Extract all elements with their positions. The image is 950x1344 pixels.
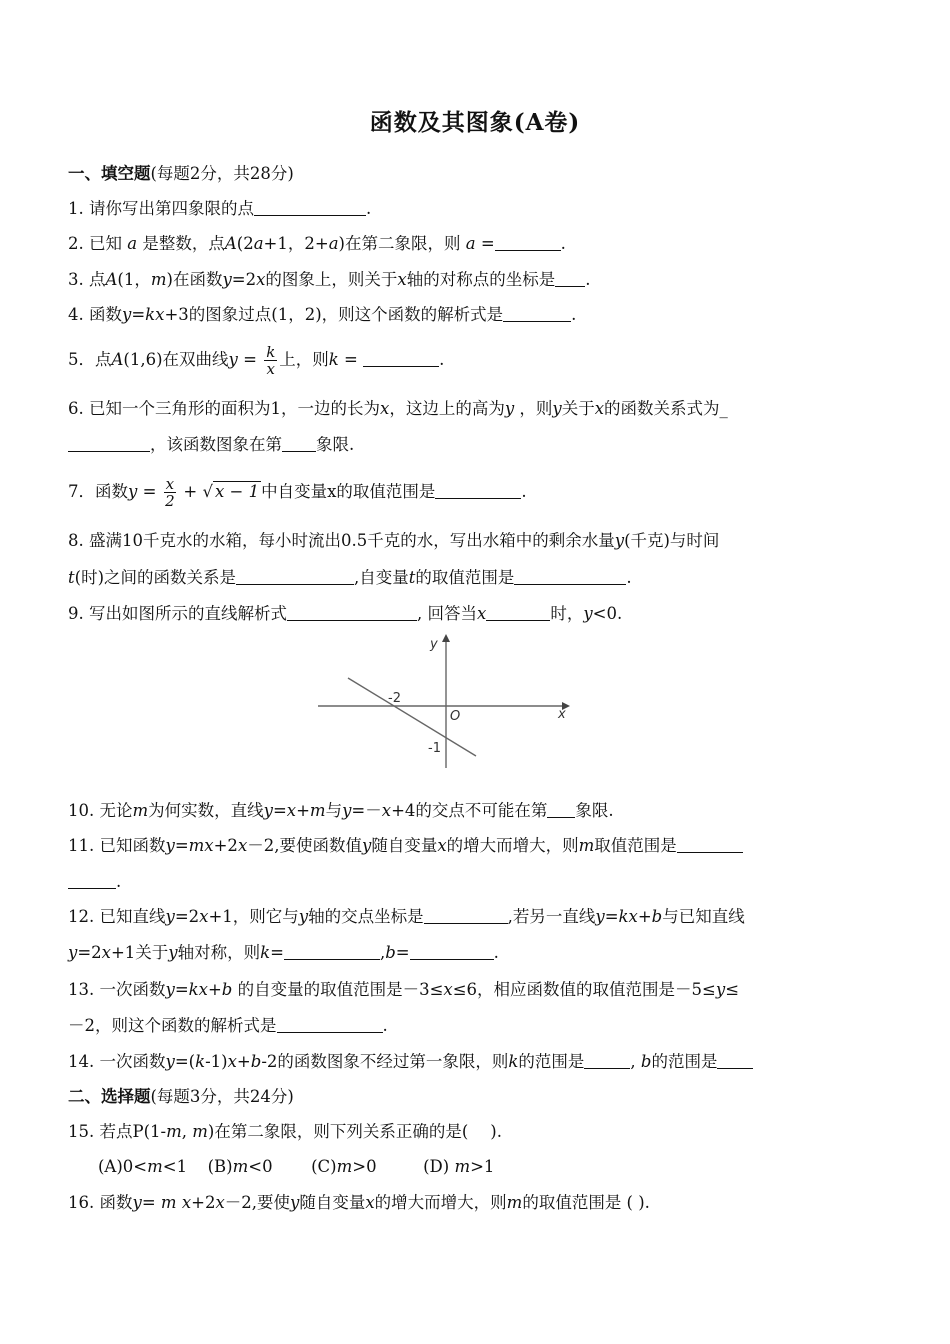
x-intercept-label: -2 xyxy=(388,691,401,706)
question-11-line-1: 11. 已知函数y=mx+2x－2,要使函数值y随自变量x的增大而增大，则m取值范围是 xyxy=(68,834,743,858)
question-10: 10. 无论m为何实数，直线y=x+m与y=－x+4的交点不可能在第 象限. xyxy=(68,801,614,820)
question-9: 9. 写出如图所示的直线解析式 , 回答当x 时，y<0. xyxy=(68,604,623,623)
answer-blank[interactable] xyxy=(584,1052,630,1069)
page-title: 函数及其图象(A卷) xyxy=(369,109,581,136)
x-axis-label: x xyxy=(558,707,566,722)
option-b[interactable]: (B)m<0 xyxy=(207,1157,273,1176)
answer-blank[interactable] xyxy=(555,270,585,287)
answer-blank[interactable] xyxy=(717,1052,753,1069)
answer-blank[interactable] xyxy=(424,907,508,924)
answer-blank[interactable] xyxy=(503,305,571,322)
answer-blank[interactable] xyxy=(68,435,150,452)
y-axis-arrow-icon xyxy=(442,634,450,642)
answer-blank[interactable] xyxy=(435,482,521,499)
answer-blank[interactable] xyxy=(514,568,626,585)
question-16: 16. 函数y= m x+2x－2,要使y随自变量x的增大而增大，则m的取值范围是 ( ). xyxy=(68,1193,650,1212)
question-3: 3. 点A(1，m)在函数y=2x的图象上，则关于x轴的对称点的坐标是 . xyxy=(68,270,591,289)
fraction: $\frac{x}{2}$ xyxy=(165,475,175,510)
option-c[interactable]: (C)m>0 xyxy=(311,1157,377,1176)
question-12-line-2: y=2x+1关于y轴对称，则k= ,b= . xyxy=(68,943,499,962)
answer-blank[interactable] xyxy=(277,1016,383,1033)
question-12-line-1: 12. 已知直线y=2x+1，则它与y轴的交点坐标是 ,若另一直线y=kx+b与已知直线 xyxy=(68,907,745,926)
question-2: 2. 已知 a 是整数，点A(2a+1，2+a)在第二象限，则 a = . xyxy=(68,234,566,253)
y-intercept-label: -1 xyxy=(428,741,441,756)
question-6-line-2: ，该函数图象在第 象限. xyxy=(68,433,354,457)
answer-blank[interactable] xyxy=(410,943,494,960)
option-d[interactable]: (D) m>1 xyxy=(423,1157,495,1176)
answer-blank[interactable] xyxy=(495,234,561,251)
question-13-line-1: 13. 一次函数y=kx+b 的自变量的取值范围是－3≤x≤6，相应函数值的取值范围是－5≤y≤ xyxy=(68,980,740,999)
origin-label: O xyxy=(450,709,461,724)
answer-blank[interactable] xyxy=(68,872,116,889)
answer-blank[interactable] xyxy=(547,801,575,818)
question-8-line-1: 8. 盛满10千克水的水箱，每小时流出0.5千克的水，写出水箱中的剩余水量y(千克)与时间 xyxy=(68,531,720,550)
question-11-line-2: . xyxy=(68,870,121,894)
answer-blank[interactable] xyxy=(236,568,354,585)
question-7: 7．函数y = $\frac{x}{2}$ + √ x − 1 中自变量x的取值范围是 . xyxy=(68,475,527,510)
question-15-options xyxy=(98,1155,494,1179)
question-6-line-1: 6. 已知一个三角形的面积为1，一边的长为x，这边上的高为y ，则y关于x的函数关系式为_ xyxy=(68,399,728,418)
answer-blank[interactable] xyxy=(486,604,550,621)
answer-blank[interactable] xyxy=(254,199,366,216)
question-15: 15. 若点P(1-m, m)在第二象限，则下列关系正确的是( ). xyxy=(68,1122,502,1141)
answer-paren[interactable]: ). xyxy=(633,1193,650,1212)
question-8-line-2: t(时)之间的函数关系是 ,自变量t的取值范围是 . xyxy=(68,568,632,587)
line-graph-figure xyxy=(312,632,582,772)
question-5: 5．点A(1,6)在双曲线y = $\frac{k}{x}$ 上，则k = . xyxy=(68,343,445,378)
question-4: 4. 函数y=kx+3的图象过点(1，2)，则这个函数的解析式是 . xyxy=(68,305,577,324)
y-axis-label: y xyxy=(430,637,438,652)
question-13-line-2: －2，则这个函数的解析式是 . xyxy=(68,1016,388,1035)
answer-blank[interactable] xyxy=(287,604,417,621)
question-1: 1. 请你写出第四象限的点 . xyxy=(68,199,372,218)
answer-blank[interactable] xyxy=(284,943,380,960)
answer-blank[interactable] xyxy=(282,435,316,452)
answer-blank[interactable] xyxy=(677,836,743,853)
answer-blank[interactable] xyxy=(363,350,439,367)
section-1-heading: 一、填空题(每题2分，共28分) xyxy=(68,164,294,183)
question-14: 14. 一次函数y=(k-1)x+b-2的函数图象不经过第一象限，则k的范围是 , b的范围是 xyxy=(68,1050,753,1074)
section-2-heading: 二、选择题(每题3分，共24分) xyxy=(68,1087,294,1106)
option-a[interactable]: (A)0<m<1 xyxy=(98,1157,188,1176)
fraction: $\frac{k}{x}$ xyxy=(266,343,276,378)
